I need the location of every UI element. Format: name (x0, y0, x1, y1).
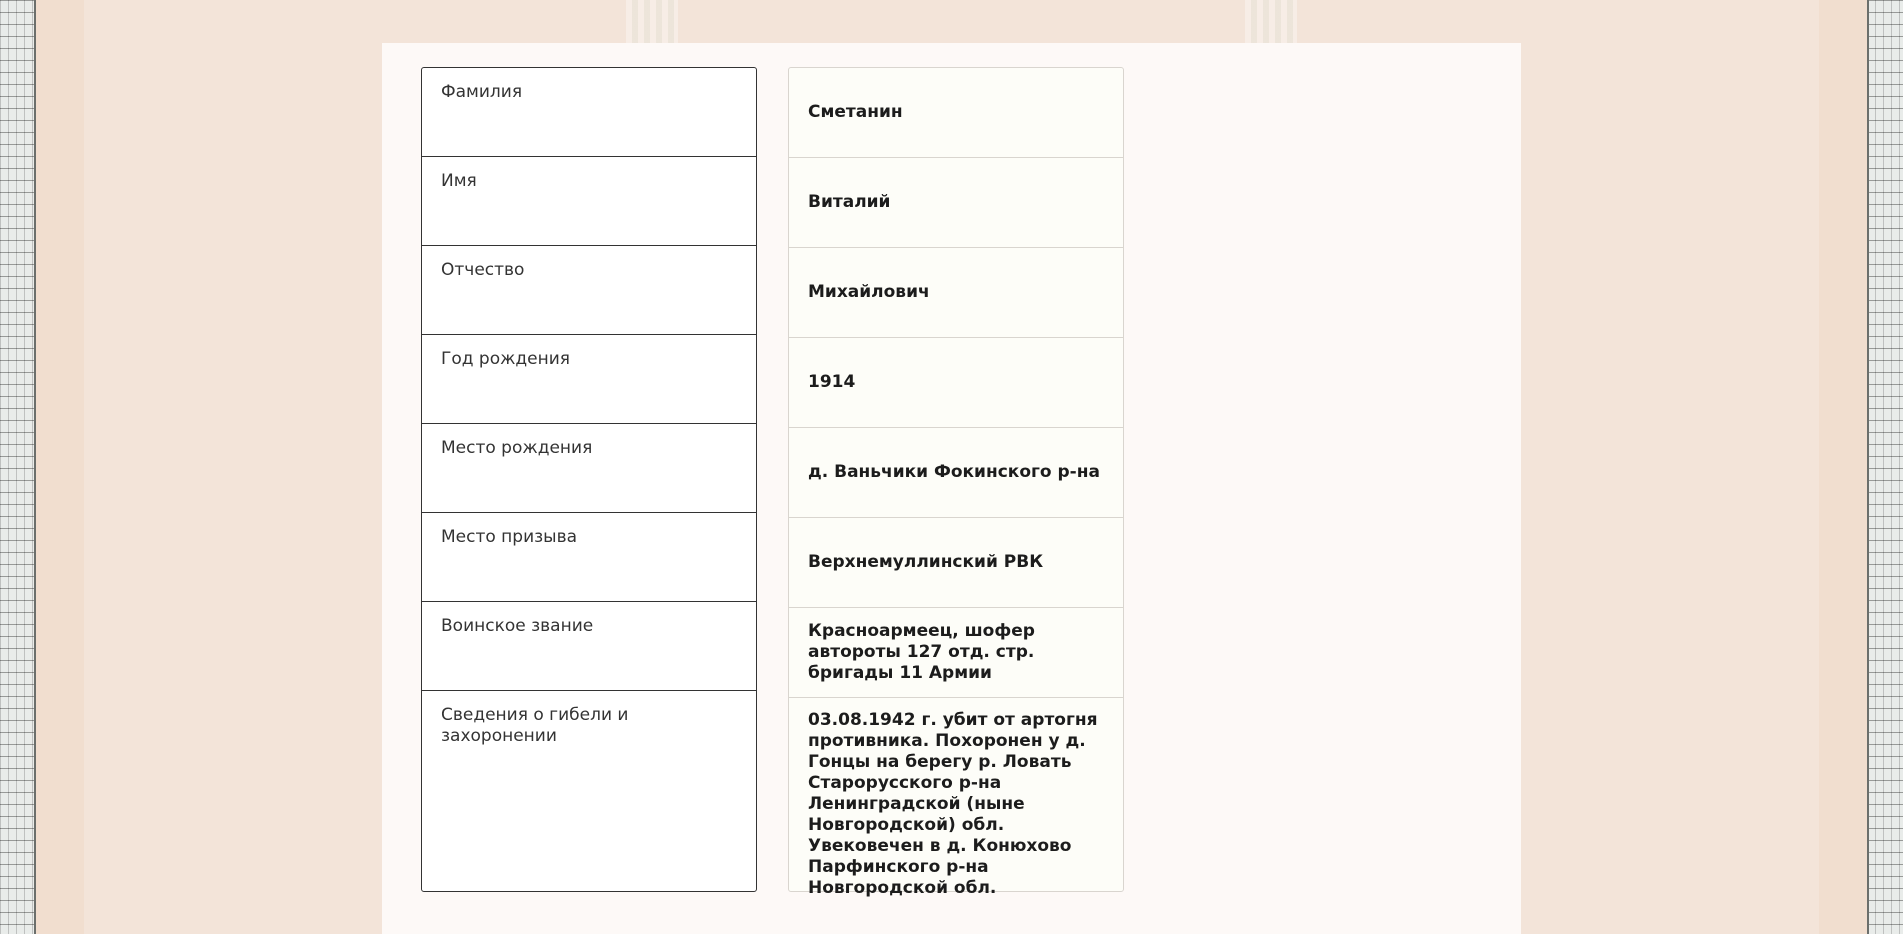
value-birth-place (789, 428, 1123, 518)
background-panel-left (36, 0, 84, 934)
value-military-rank-text: Красноармеец, шофер автороты 127 отд. стр. бригады 11 Армии (808, 621, 1035, 683)
value-surname (789, 68, 1123, 158)
label-birth-place: Место рождения (422, 424, 756, 513)
value-birth-year (789, 338, 1123, 428)
value-birth-place-text: д. Ваньчики Фокинского р-на (808, 462, 1100, 482)
value-surname-text: Сметанин (808, 102, 903, 122)
background-stripe (626, 0, 678, 44)
value-column (788, 67, 1124, 898)
label-first-name: Имя (422, 157, 756, 246)
label-surname: Фамилия (422, 68, 756, 157)
content-page (382, 43, 1521, 934)
value-patronymic-text: Михайлович (808, 282, 930, 302)
value-death-burial-info (789, 698, 1123, 898)
value-conscription-place (789, 518, 1123, 608)
label-conscription-place: Место призыва (422, 513, 756, 602)
value-patronymic (789, 248, 1123, 338)
background-stripe (1245, 0, 1297, 44)
value-first-name-text: Виталий (808, 192, 891, 212)
label-column (421, 67, 757, 892)
value-military-rank (789, 608, 1123, 698)
value-first-name (789, 158, 1123, 248)
value-birth-year-text: 1914 (808, 372, 856, 392)
background-panel-right (1819, 0, 1867, 934)
background-ruler-right (1867, 0, 1903, 934)
value-death-burial-info-text: 03.08.1942 г. убит от артогня противника. Похоронен у д. Гонцы на берегу р. Ловать Старорусского р-на Ленинградской (ныне Новгородской) обл. Увековечен в д. Конюхово Парфинского р-на Новгородской обл. (808, 710, 1098, 898)
value-conscription-place-text: Верхнемуллинский РВК (808, 552, 1044, 572)
info-table (421, 67, 1124, 898)
background-ruler-left (0, 0, 36, 934)
label-birth-year: Год рождения (422, 335, 756, 424)
label-military-rank: Воинское звание (422, 602, 756, 691)
label-death-burial-info: Сведения о гибели и захоронении (441, 705, 629, 746)
label-patronymic: Отчество (422, 246, 756, 335)
